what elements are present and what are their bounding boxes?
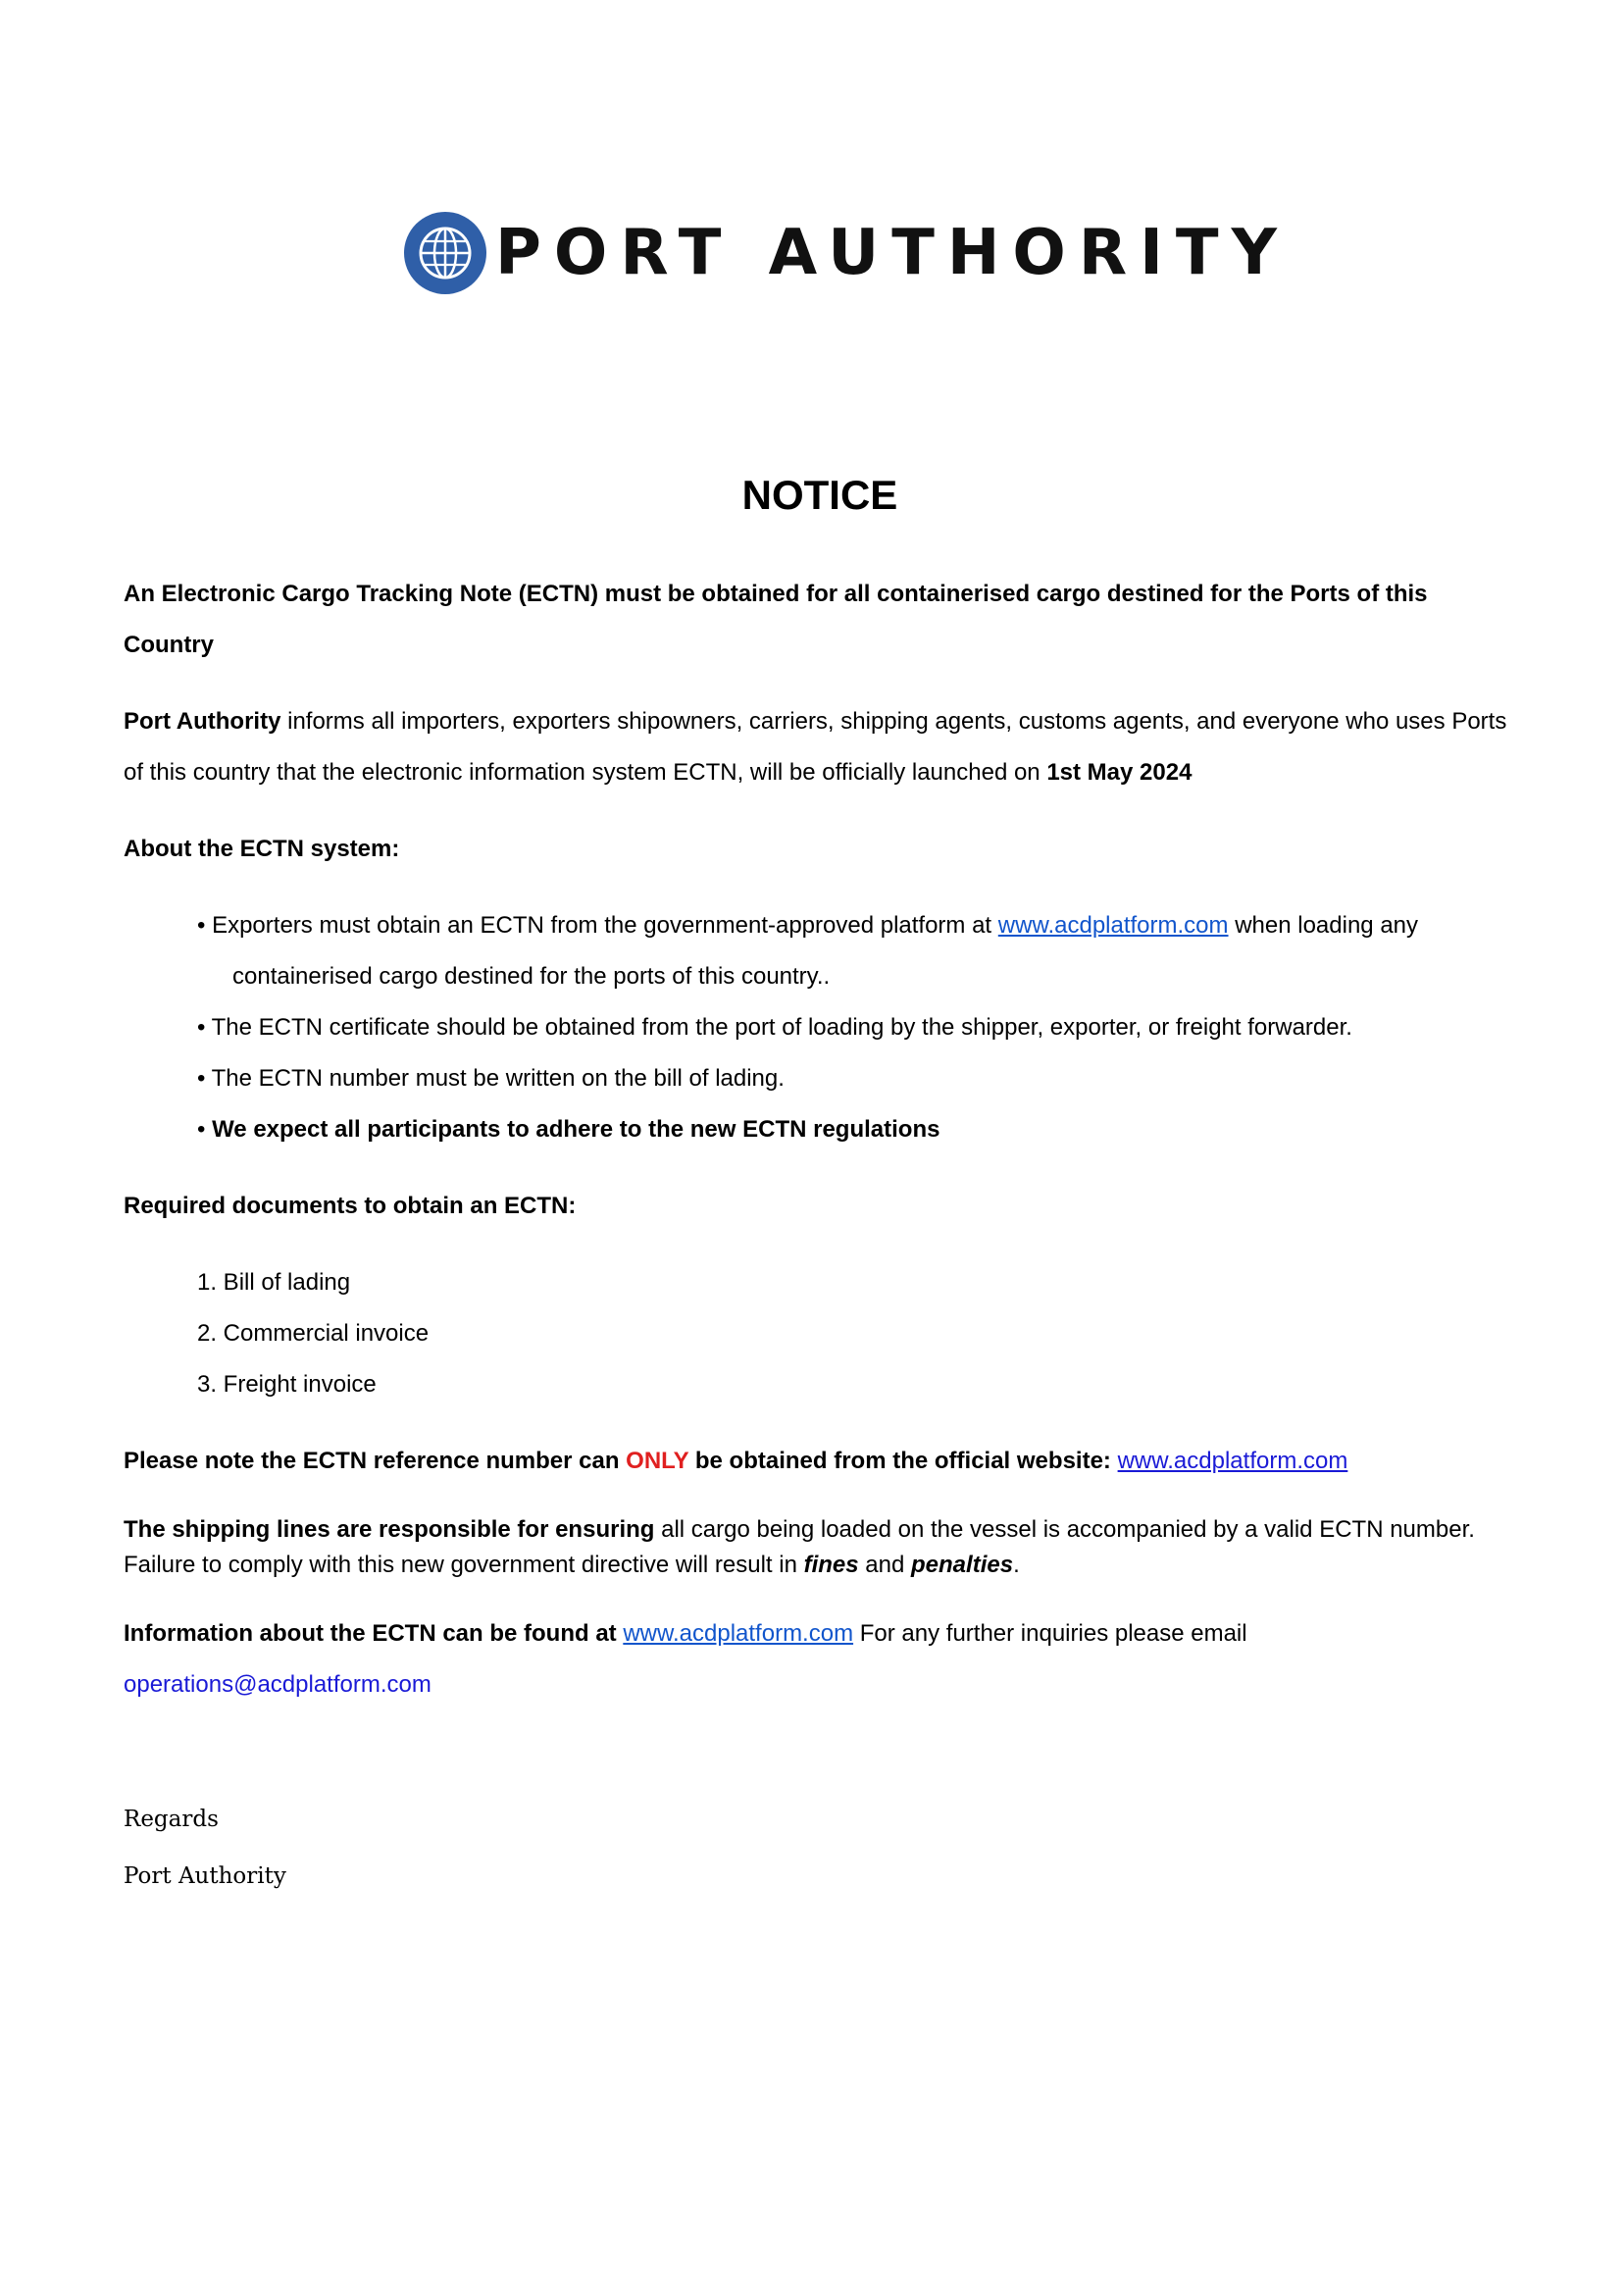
contact-email-link[interactable]: operations@acdplatform.com — [124, 1671, 431, 1698]
launch-date: 1st May 2024 — [1046, 759, 1193, 786]
required-documents-list — [197, 1257, 1516, 1410]
period-text: . — [1013, 1552, 1020, 1578]
bullet-3-text: The ECTN number must be written on the bill of lading. — [211, 1065, 785, 1092]
globe-icon — [403, 211, 487, 295]
and-text: and — [858, 1552, 912, 1578]
info-bold: Information about the ECTN can be found at — [124, 1620, 624, 1647]
intro-statement — [124, 569, 1516, 671]
page-title: NOTICE — [741, 472, 898, 518]
info-link[interactable]: www.acdplatform.com — [623, 1620, 854, 1647]
only-emphasis: ONLY — [626, 1448, 689, 1474]
about-heading-text: About the ECTN system: — [124, 836, 400, 862]
docs-heading — [124, 1181, 1516, 1232]
signoff-block — [124, 1791, 286, 1905]
fines-text: fines — [803, 1552, 859, 1578]
note-pre: Please note the ECTN reference number can — [124, 1448, 627, 1474]
list-item: 2. Commercial invoice — [197, 1320, 430, 1347]
bullet-1-text: Exporters must obtain an ECTN from the government-approved platform at — [212, 912, 998, 939]
list-item: • Exporters must obtain an ECTN from the government-approved platform at www.acdplatform.com when loading any containerised cargo destined for the ports of this country.. — [197, 900, 1516, 1002]
bullet-2-text: The ECTN certificate should be obtained from the port of loading by the shipper, exporter, or freight forwarder. — [211, 1014, 1352, 1041]
org-name: Port Authority — [124, 708, 281, 735]
launch-paragraph — [124, 696, 1516, 798]
reference-note — [124, 1436, 1516, 1487]
docs-heading-text: Required documents to obtain an ECTN: — [124, 1193, 577, 1219]
launch-text: informs all importers, exporters shipowners, carriers, shipping agents, customs agents, and everyone who uses Ports of this country that the electronic information system ECTN, will be officially launched on — [124, 708, 1507, 786]
acdplatform-link[interactable]: www.acdplatform.com — [997, 912, 1229, 939]
logo-text: PORT AUTHORITY — [495, 217, 1290, 289]
penalties-text: penalties — [911, 1552, 1014, 1578]
responsibility-bold: The shipping lines are responsible for ensuring — [124, 1516, 655, 1543]
about-bullet-list — [197, 900, 1516, 1155]
about-heading — [124, 824, 1516, 875]
note-post: be obtained from the official website: — [688, 1448, 1118, 1474]
info-paragraph — [124, 1608, 1516, 1710]
list-item: 1. Bill of lading — [197, 1269, 351, 1296]
responsibility-text: all cargo being loaded on the vessel is accompanied by a valid ECTN number. Failure to comply with this new government directive will result in — [124, 1516, 1475, 1578]
notice-body — [124, 461, 1516, 1710]
list-item: 3. Freight invoice — [197, 1371, 377, 1398]
bullet-1-post: when loading any — [1228, 912, 1419, 939]
port-authority-logo — [403, 210, 1290, 296]
list-item: • We expect all participants to adhere to the new ECTN regulations — [197, 1116, 940, 1143]
list-item: • The ECTN number must be written on the bill of lading. — [197, 1065, 785, 1092]
regards-text: Regards — [124, 1807, 219, 1832]
bullet-1-continuation: containerised cargo destined for the ports of this country.. — [232, 963, 831, 990]
list-item: • The ECTN certificate should be obtained from the port of loading by the shipper, exporter, or freight forwarder. — [197, 1014, 1352, 1041]
official-website-link[interactable]: www.acdplatform.com — [1117, 1448, 1348, 1474]
responsibility-paragraph — [124, 1512, 1516, 1583]
signoff-org: Port Authority — [124, 1863, 286, 1889]
info-text: For any further inquiries please email — [853, 1620, 1247, 1647]
bullet-4-text: We expect all participants to adhere to the new ECTN regulations — [212, 1116, 940, 1143]
intro-bold-text: An Electronic Cargo Tracking Note (ECTN) must be obtained for all containerised cargo destined for the Ports of this Country — [124, 581, 1428, 658]
